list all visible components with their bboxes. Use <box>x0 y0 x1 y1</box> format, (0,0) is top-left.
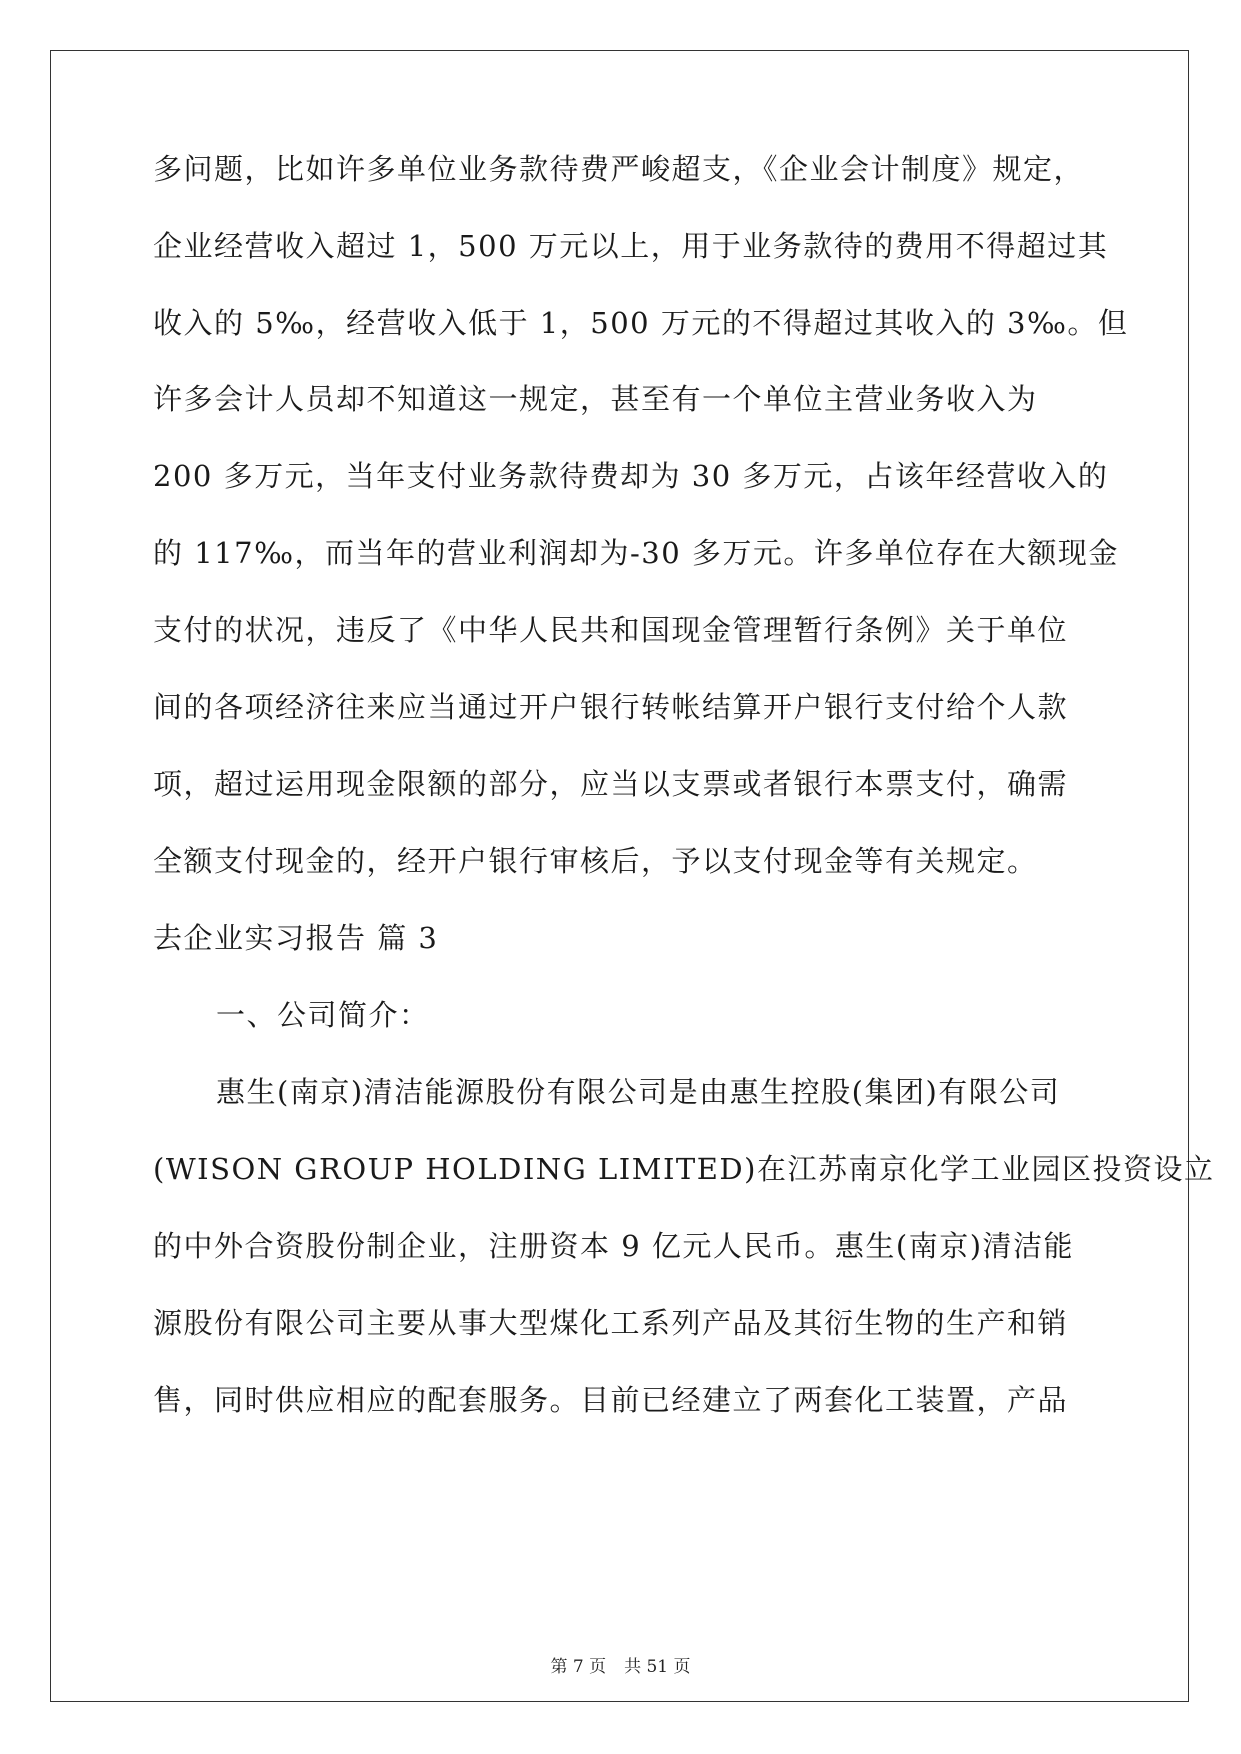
body-line: 许多会计人员却不知道这一规定，甚至有一个单位主营业务收入为 <box>153 382 1038 416</box>
body-line: 支付的状况，违反了《中华人民共和国现金管理暂行条例》关于单位 <box>153 613 1069 647</box>
body-line: 多问题，比如许多单位业务款待费严峻超支，《企业会计制度》规定， <box>153 152 1085 186</box>
body-line: (WISON GROUP HOLDING LIMITED)在江苏南京化学工业园区投资设立 <box>153 1152 1215 1186</box>
body-line: 源股份有限公司主要从事大型煤化工系列产品及其衍生物的生产和销 <box>153 1306 1069 1340</box>
body-line: 惠生(南京)清洁能源股份有限公司是由惠生控股(集团)有限公司 <box>216 1075 1061 1109</box>
subsection-heading: 一、公司简介： <box>216 998 430 1032</box>
body-line: 收入的 5‰，经营收入低于 1，500 万元的不得超过其收入的 3‰。但 <box>153 306 1129 340</box>
page-number: 第 7 页 <box>550 1657 607 1677</box>
body-line: 全额支付现金的，经开户银行审核后，予以支付现金等有关规定。 <box>153 844 1038 878</box>
body-line: 企业经营收入超过 1，500 万元以上，用于业务款待的费用不得超过其 <box>153 229 1109 263</box>
page-footer <box>0 1652 1241 1677</box>
body-line: 项，超过运用现金限额的部分，应当以支票或者银行本票支付，确需 <box>153 767 1069 801</box>
body-line: 售，同时供应相应的配套服务。目前已经建立了两套化工装置，产品 <box>153 1383 1069 1417</box>
page-total: 共 51 页 <box>624 1657 691 1677</box>
section-heading: 去企业实习报告 篇 3 <box>153 921 439 955</box>
body-line: 的 117‰，而当年的营业利润却为-30 多万元。许多单位存在大额现金 <box>153 536 1119 570</box>
body-line: 的中外合资股份制企业，注册资本 9 亿元人民币。惠生(南京)清洁能 <box>153 1229 1075 1263</box>
body-line: 间的各项经济往来应当通过开户银行转帐结算开户银行支付给个人款 <box>153 690 1069 724</box>
body-line: 200 多万元，当年支付业务款待费却为 30 多万元，占该年经营收入的 <box>153 459 1109 493</box>
